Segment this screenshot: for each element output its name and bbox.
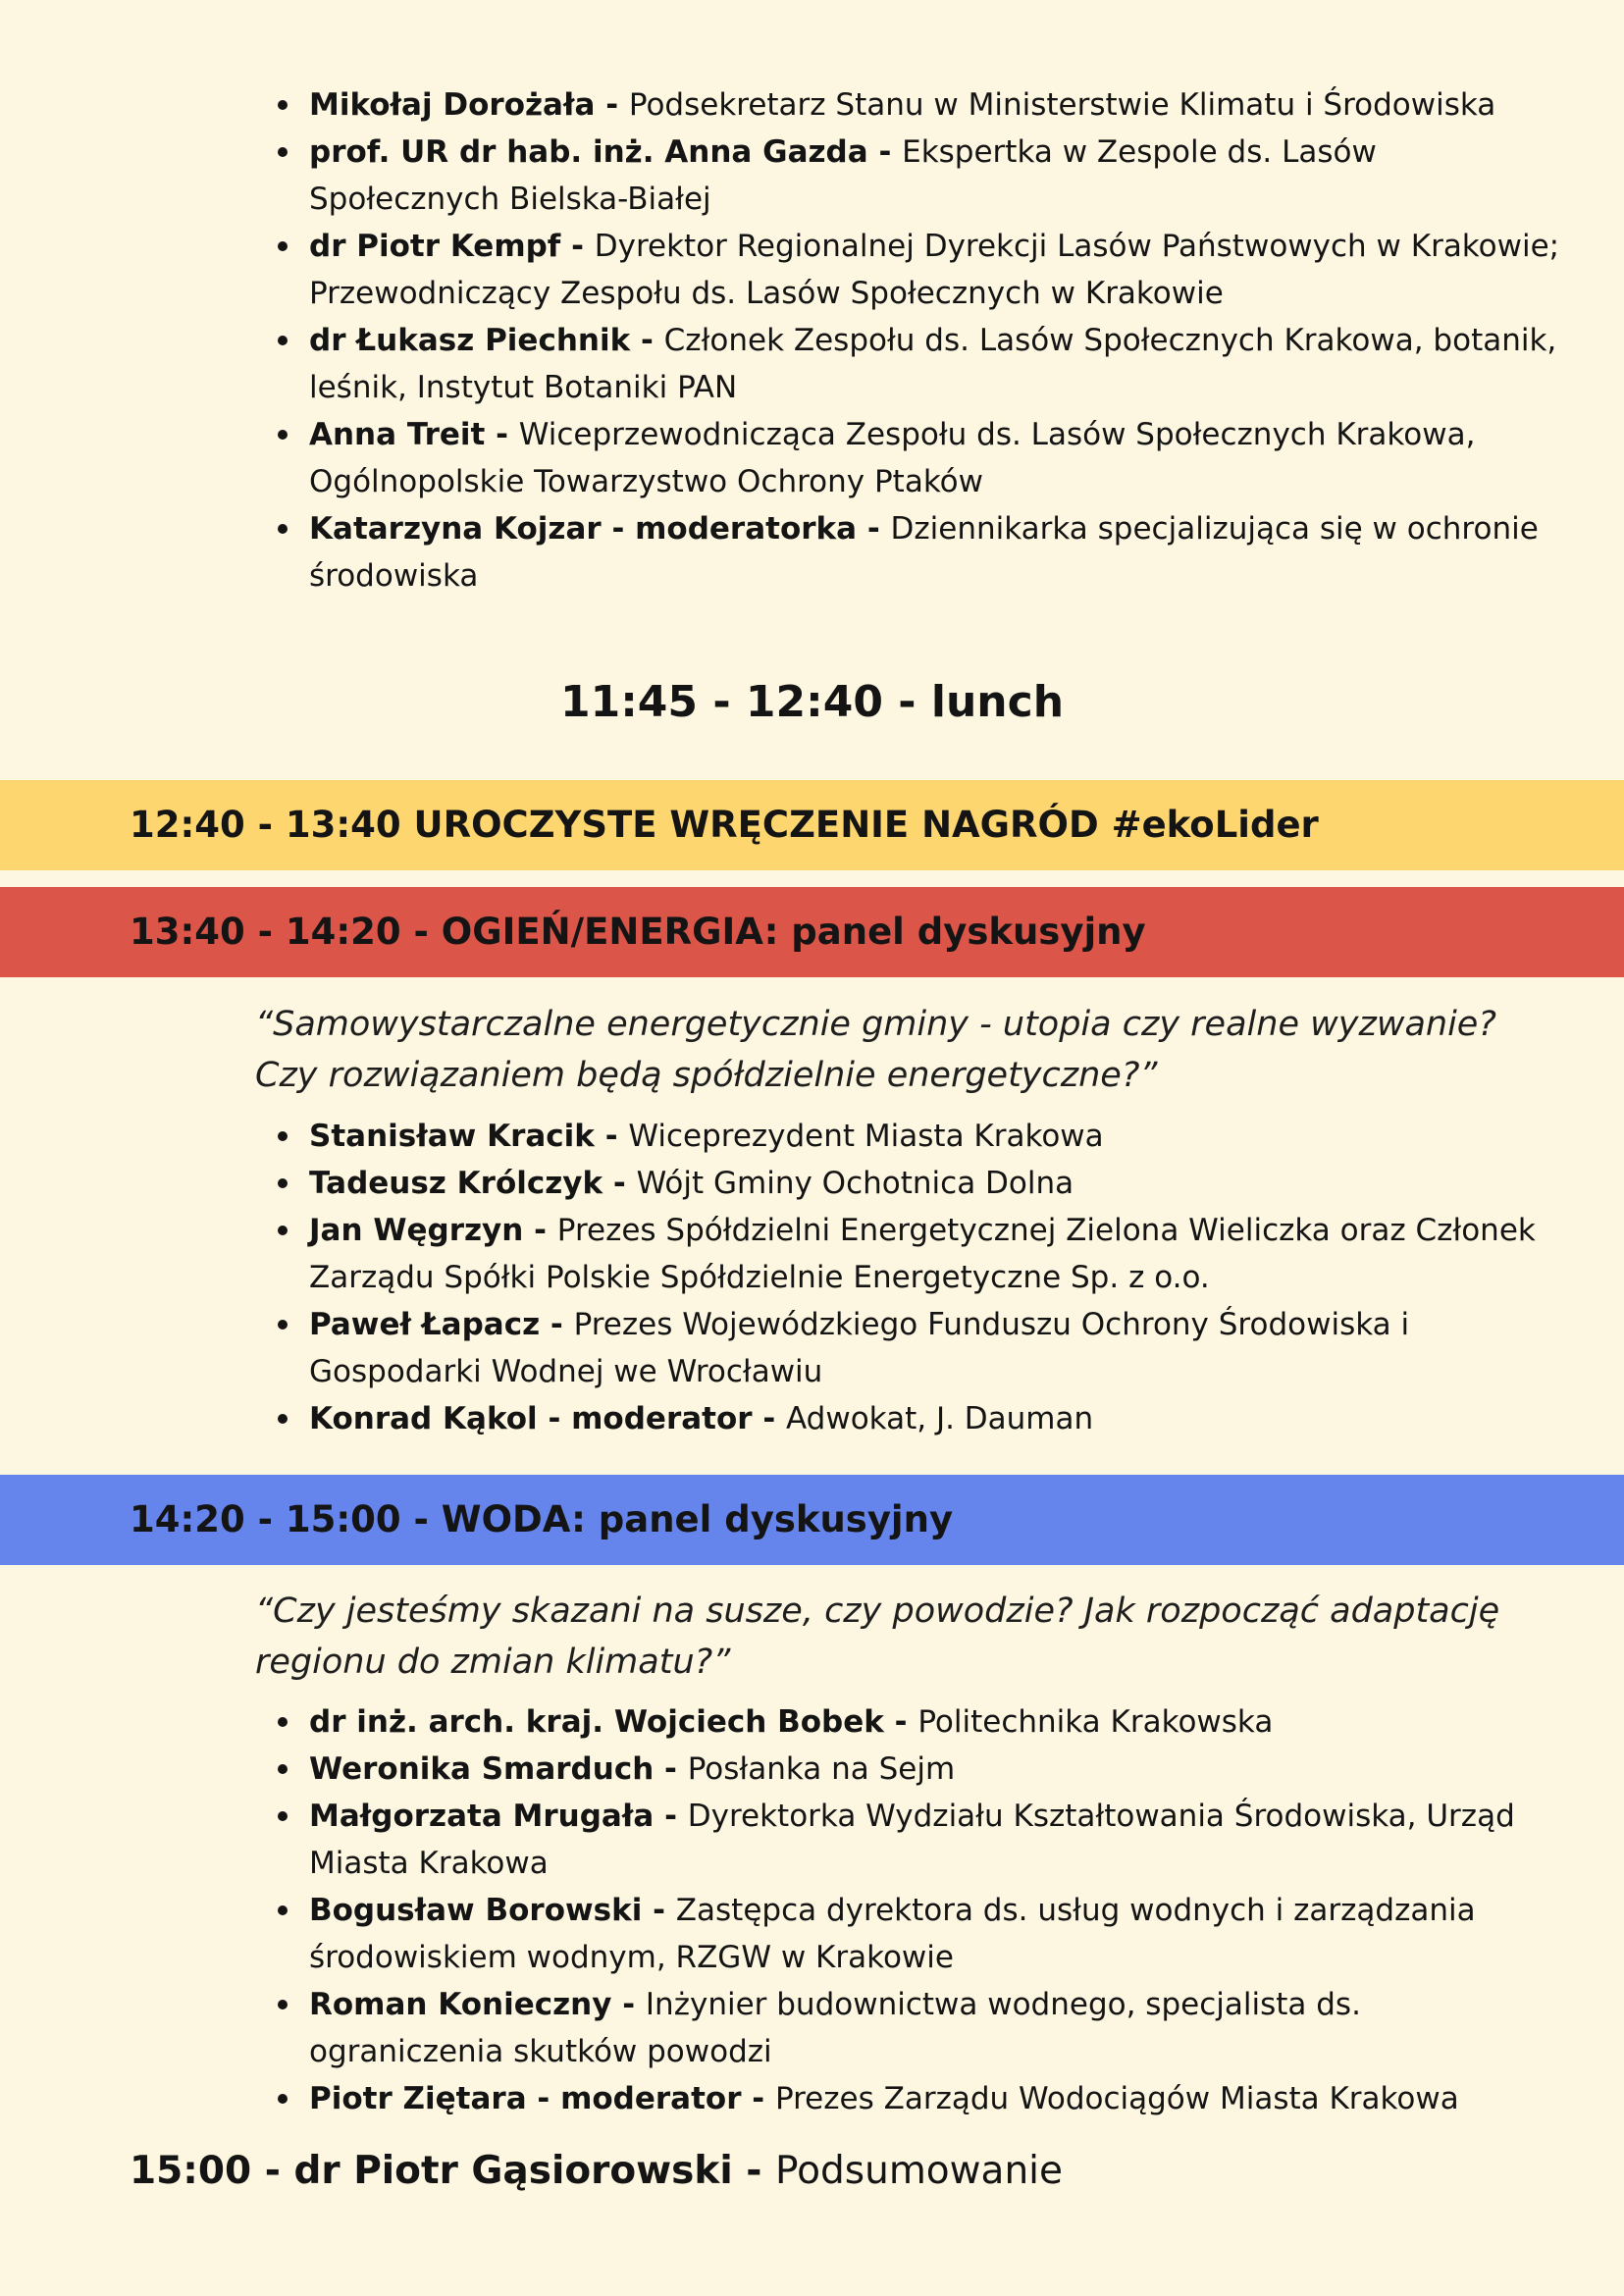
list-item: Katarzyna Kojzar - moderatorka - Dziennikarka specjalizująca się w ochronie środowiska [0,505,1624,600]
award-title: 12:40 - 13:40 UROCZYSTE WRĘCZENIE NAGRÓD #ekoLider [130,804,1319,846]
list-item: dr Piotr Kempf - Dyrektor Regionalnej Dyrekcji Lasów Państwowych w Krakowie; Przewodniczący Zespołu ds. Lasów Społecznych w Krakowie [0,223,1624,317]
list-item: Weronika Smarduch - Posłanka na Sejm [0,1746,1624,1793]
closing-summary [130,2144,1063,2199]
list-item: dr inż. arch. kraj. Wojciech Bobek - Politechnika Krakowska [0,1698,1624,1746]
list-item: Mikołaj Dorożała - Podsekretarz Stanu w Ministerstwie Klimatu i Środowiska [0,81,1624,129]
lunch-break: 11:45 - 12:40 - lunch [559,677,1065,727]
fire-energy-band [0,887,1624,977]
list-item: Anna Treit - Wiceprzewodnicząca Zespołu ds. Lasów Społecznych Krakowa, Ogólnopolskie Towarzystwo Ochrony Ptaków [0,411,1624,505]
speaker-list-water [0,1698,1624,2122]
water-title: 14:20 - 15:00 - WODA: panel dyskusyjny [130,1498,954,1540]
speaker-list-energy [0,1113,1624,1442]
list-item: prof. UR dr hab. inż. Anna Gazda - Ekspertka w Zespole ds. Lasów Społecznych Bielska-Białej [0,129,1624,223]
water-quote: “Czy jesteśmy skazani na susze, czy powodzie? Jak rozpocząć adaptację regionu do zmian klimatu?” [255,1592,1500,1682]
closing-desc: Podsumowanie [775,2149,1064,2193]
list-item: Roman Konieczny - Inżynier budownictwa wodnego, specjalista ds. ograniczenia skutków powodzi [0,1981,1624,2075]
fire-energy-quote: “Samowystarczalne energetycznie gminy - utopia czy realne wyzwanie? Czy rozwiązaniem będą spółdzielnie energetyczne?” [255,1005,1496,1095]
list-item: Tadeusz Królczyk - Wójt Gminy Ochotnica Dolna [0,1160,1624,1207]
list-item: Paweł Łapacz - Prezes Wojewódzkiego Funduszu Ochrony Środowiska i Gospodarki Wodnej we Wrocławiu [0,1301,1624,1395]
water-band [0,1475,1624,1565]
list-item: dr Łukasz Piechnik - Członek Zespołu ds. Lasów Społecznych Krakowa, botanik, leśnik, Instytut Botaniki PAN [0,317,1624,411]
list-item: Konrad Kąkol - moderator - Adwokat, J. Dauman [0,1395,1624,1442]
list-item: Piotr Ziętara - moderator - Prezes Zarządu Wodociągów Miasta Krakowa [0,2075,1624,2122]
closing-speaker: 15:00 - dr Piotr Gąsiorowski - [130,2149,776,2193]
list-item: Bogusław Borowski - Zastępca dyrektora ds. usług wodnych i zarządzania środowiskiem wodnym, RZGW w Krakowie [0,1887,1624,1981]
fire-energy-title: 13:40 - 14:20 - OGIEŃ/ENERGIA: panel dyskusyjny [130,911,1146,953]
award-band [0,780,1624,870]
list-item: Jan Węgrzyn - Prezes Spółdzielni Energetycznej Zielona Wieliczka oraz Członek Zarządu Spółki Polskie Spółdzielnie Energetyczne Sp. z o.o. [0,1207,1624,1301]
list-item: Małgorzata Mrugała - Dyrektorka Wydziału Kształtowania Środowiska, Urząd Miasta Krakowa [0,1793,1624,1887]
speaker-list-forest [0,81,1624,600]
list-item: Stanisław Kracik - Wiceprezydent Miasta Krakowa [0,1113,1624,1160]
